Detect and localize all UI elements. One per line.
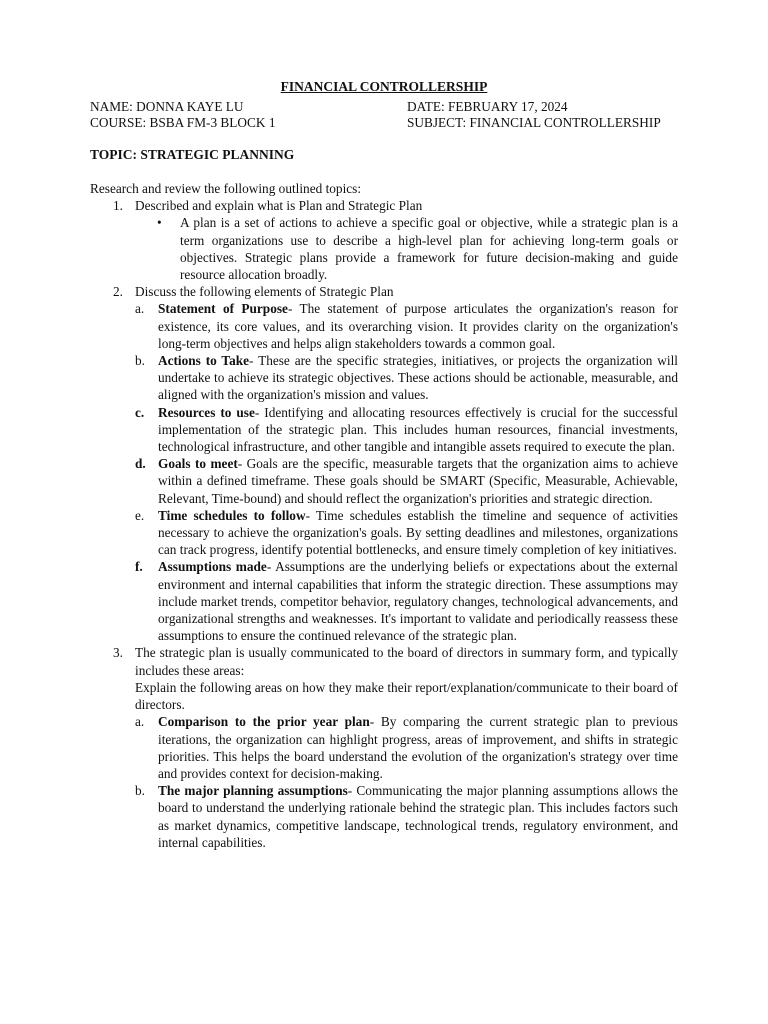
item-text: - Communicating the major planning assumptions allows the board to understand the underlying rationale behind the strategic plan. This includes factors such as market dynamics, competitive landscape, technological trends, regulatory environment, and internal capabilities. (158, 783, 678, 850)
item-term: Statement of Purpose (158, 301, 288, 317)
section-heading: Discuss the following elements of Strategic Plan (135, 284, 394, 300)
item-letter: e. (135, 507, 145, 523)
list-item (135, 507, 678, 559)
section-subheading: Explain the following areas on how they make their report/explanation/communicate to their board of directors. (135, 679, 678, 713)
student-name: NAME: DONNA KAYE LU (90, 99, 244, 114)
section-2 (90, 283, 678, 644)
item-text: - Time schedules establish the timeline and sequence of activities necessary to achieve the organization's goals. By setting deadlines and milestones, organizations can track progress, identify potential bottlenecks, and ensure timely completion of key initiatives. (158, 507, 678, 558)
item-text: - These are the specific strategies, initiatives, or projects the organization will undertake to achieve its strategic objectives. These actions should be actionable, measurable, and aligned with the organization's mission and values. (158, 353, 678, 403)
item-term: Actions to Take (158, 353, 250, 369)
item-letter: c. (135, 404, 145, 420)
intro-line: Research and review the following outlined topics: (90, 181, 362, 196)
course: COURSE: BSBA FM-3 BLOCK 1 (90, 115, 276, 130)
item-letter: d. (135, 456, 146, 472)
section-number: 1. (113, 198, 123, 214)
bullet-item (135, 214, 678, 283)
item-term: The major planning assumptions (158, 783, 348, 799)
list-item (135, 352, 678, 404)
list-item (135, 404, 678, 456)
list-item (135, 455, 678, 507)
item-letter: b. (135, 353, 145, 369)
item-letter: a. (135, 714, 145, 730)
item-text: - By comparing the current strategic plan to previous iterations, the organization can highlight progress, areas of improvement, and shifts in strategic priorities. This helps the board understand the evolution of the organization's strategy over time and provides context for decision-making. (158, 714, 678, 781)
topic-heading: TOPIC: STRATEGIC PLANNING (90, 147, 295, 162)
section-number: 2. (113, 284, 123, 300)
item-text: - Assumptions are the underlying beliefs or expectations about the external environment and internal capabilities that inform the strategic direction. These assumptions may include market trends, competitor behavior, regulatory changes, technological advancements, and organizational strengths and weaknesses. It's important to validate and periodically reassess these assumptions to ensure the continued relevance of the strategic plan. (158, 559, 678, 644)
item-term: Goals to meet (158, 456, 238, 472)
item-letter: b. (135, 783, 145, 799)
bullet-text: A plan is a set of actions to achieve a specific goal or objective, while a strategic plan is a term organizations use to describe a high-level plan for achieving long-term goals or objectives. Strategic plans provide a framework for future decision-making and guide resource allocation broadly. (180, 215, 678, 283)
item-term: Comparison to the prior year plan (158, 714, 370, 730)
section-heading: Described and explain what is Plan and Strategic Plan (135, 198, 423, 214)
item-term: Time schedules to follow (158, 507, 306, 523)
item-letter: a. (135, 301, 145, 317)
list-item (135, 558, 678, 644)
item-letter: f. (135, 559, 143, 575)
bullet-icon: • (157, 215, 162, 231)
document-title: FINANCIAL CONTROLLERSHIP (280, 79, 488, 94)
section-3 (90, 644, 678, 850)
item-term: Assumptions made (158, 559, 267, 575)
section-number: 3. (113, 645, 123, 661)
item-text: - Goals are the specific, measurable targets that the organization aims to achieve within a defined timeframe. These goals should be SMART (Specific, Measurable, Achievable, Relevant, Time-bound) and should reflect the organization's priorities and strategic direction. (158, 456, 678, 506)
document-body (90, 180, 678, 851)
item-text: - Identifying and allocating resources effectively is crucial for the successful implementation of the strategic plan. This includes human resources, financial investments, technological infrastructure, and other tangible and intangible assets required to execute the plan. (158, 404, 678, 455)
list-item (135, 782, 678, 851)
subject: SUBJECT: FINANCIAL CONTROLLERSHIP (407, 115, 661, 130)
list-item (135, 713, 678, 782)
list-item (135, 300, 678, 352)
item-text: - The statement of purpose articulates the organization's reason for existence, its core values, and its overarching vision. It provides clarity on the organization's long-term objectives and helps align stakeholders towards a common goal. (158, 301, 678, 351)
document-date: DATE: FEBRUARY 17, 2024 (407, 99, 568, 114)
item-term: Resources to use (158, 404, 255, 420)
section-heading: The strategic plan is usually communicated to the board of directors in summary form, and typically includes these areas: (135, 645, 678, 678)
section-1 (90, 197, 678, 283)
